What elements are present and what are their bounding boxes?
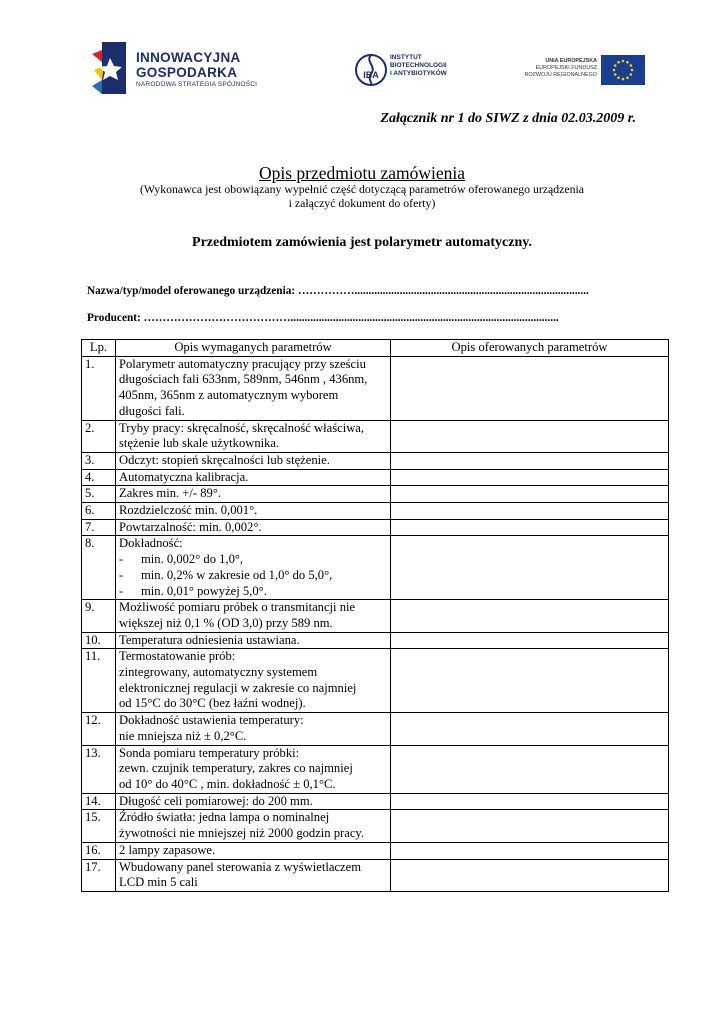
required-parameter xyxy=(116,503,391,520)
row-number: 7. xyxy=(82,519,116,536)
parameter-line: żywotności nie mniejszej niż 2000 godzin pracy. xyxy=(119,826,365,841)
iba-logo xyxy=(355,52,455,88)
parameters-table xyxy=(81,339,669,892)
table-row xyxy=(82,420,669,452)
row-number: 16. xyxy=(82,842,116,859)
required-parameter xyxy=(116,452,391,469)
header-required: Opis wymaganych parametrów xyxy=(116,340,391,357)
row-number: 8. xyxy=(82,536,116,600)
row-number: 9. xyxy=(82,600,116,632)
eu-text-line3: ROZWOJU REGIONALNEGO xyxy=(524,72,597,78)
table-row xyxy=(82,810,669,842)
row-number: 14. xyxy=(82,793,116,810)
parameter-line: Temperatura odniesienia ustawiana. xyxy=(119,632,300,647)
offered-parameter-cell[interactable] xyxy=(391,649,669,713)
parameter-bullet xyxy=(119,568,387,584)
eu-flag-icon xyxy=(601,55,645,85)
bullet-dash: - xyxy=(119,583,124,598)
offered-parameter-cell[interactable] xyxy=(391,469,669,486)
parameter-line: zintegrowany, automatyczny systemem xyxy=(119,665,318,680)
table-row xyxy=(82,859,669,891)
required-parameter xyxy=(116,420,391,452)
parameter-line: Automatyczna kalibracja. xyxy=(119,469,249,484)
required-parameter xyxy=(116,859,391,891)
producer-field-label: Producent: xyxy=(87,312,144,324)
innowacyjna-gospodarka-logo xyxy=(90,40,270,96)
row-number: 6. xyxy=(82,503,116,520)
eu-text-line2: EUROPEJSKI FUNDUSZ xyxy=(535,65,597,71)
document-subtitle xyxy=(0,182,724,210)
required-parameter xyxy=(116,519,391,536)
offered-parameter-cell[interactable] xyxy=(391,503,669,520)
offered-parameter-cell[interactable] xyxy=(391,713,669,745)
table-header-row xyxy=(82,340,669,357)
eu-text-line1: UNIA EUROPEJSKA xyxy=(545,58,597,64)
table-row xyxy=(82,600,669,632)
row-number: 2. xyxy=(82,420,116,452)
model-field-value[interactable]: ……………................................................................................... xyxy=(297,285,589,297)
required-parameter xyxy=(116,745,391,793)
required-parameter xyxy=(116,536,391,600)
row-number: 17. xyxy=(82,859,116,891)
parameter-line: 2 lampy zapasowe. xyxy=(119,842,216,857)
logo-text-innowacyjna: INNOWACYJNA xyxy=(136,50,241,65)
parameter-line: Tryby pracy: skręcalność, skręcalność właściwa, xyxy=(119,420,365,435)
required-parameter xyxy=(116,713,391,745)
required-parameter xyxy=(116,600,391,632)
producer-field-value[interactable]: …………………………………............................................................................................... xyxy=(143,312,559,324)
eu-logo xyxy=(515,54,643,90)
parameter-line: stężenie lub skale użytkownika. xyxy=(119,436,280,451)
parameter-line: Rozdzielczość min. 0,001°. xyxy=(119,503,258,518)
iba-text-line1: INSTYTUT xyxy=(390,54,422,61)
bullet-text: min. 0,002° do 1,0°, xyxy=(141,552,244,567)
iba-text-line3: I ANTYBIOTYKÓW xyxy=(390,70,447,78)
iba-text-line2: BIOTECHNOLOGII xyxy=(390,62,447,70)
parameter-line: Sonda pomiaru temperatury próbki: xyxy=(119,745,300,760)
parameter-bullet xyxy=(119,584,387,600)
header-lp: Lp. xyxy=(82,340,116,357)
parameter-line: Długość celi pomiarowej: do 200 mm. xyxy=(119,793,313,808)
offered-parameter-cell[interactable] xyxy=(391,745,669,793)
row-number: 3. xyxy=(82,452,116,469)
offered-parameter-cell[interactable] xyxy=(391,420,669,452)
parameter-line: elektronicznej regulacji w zakresie co najmniej xyxy=(119,680,357,695)
parameter-line: większej niż 0,1 % (OD 3,0) przy 589 nm. xyxy=(119,615,333,630)
offered-parameter-cell[interactable] xyxy=(391,859,669,891)
row-number: 11. xyxy=(82,649,116,713)
table-row xyxy=(82,745,669,793)
bullet-text: min. 0,2% w zakresie od 1,0° do 5,0°, xyxy=(141,567,333,582)
row-number: 13. xyxy=(82,745,116,793)
document-title: Opis przedmiotu zamówienia xyxy=(258,163,466,183)
required-parameter xyxy=(116,356,391,420)
offered-parameter-cell[interactable] xyxy=(391,356,669,420)
table-row xyxy=(82,486,669,503)
parameter-line: Dokładność ustawienia temperatury: xyxy=(119,713,304,728)
header-offered: Opis oferowanych parametrów xyxy=(391,340,669,357)
model-field-label: Nazwa/typ/model oferowanego urządzenia: xyxy=(87,285,298,297)
required-parameter xyxy=(116,842,391,859)
parameter-line: zewn. czujnik temperatury, zakres co najmniej xyxy=(119,761,353,776)
parameter-line: Powtarzalność: min. 0,002°. xyxy=(119,519,262,534)
subtitle-line-1: (Wykonawca jest obowiązany wypełnić część dotyczącą parametrów oferowanego urządzenia xyxy=(139,182,585,196)
required-parameter xyxy=(116,810,391,842)
table-row xyxy=(82,793,669,810)
offered-parameter-cell[interactable] xyxy=(391,793,669,810)
table-row xyxy=(82,469,669,486)
row-number: 1. xyxy=(82,356,116,420)
iba-mark-text: IBA xyxy=(363,70,379,80)
table-row xyxy=(82,356,669,420)
row-number: 12. xyxy=(82,713,116,745)
parameter-line: Źródło światła: jedna lampa o nominalnej xyxy=(119,810,330,825)
parameter-line: Możliwość pomiaru próbek o transmitancji nie xyxy=(119,600,356,615)
table-row xyxy=(82,713,669,745)
logo-text-gospodarka: GOSPODARKA xyxy=(136,65,238,80)
parameter-line: Odczyt: stopień skręcalności lub stężenie. xyxy=(119,452,330,467)
parameter-line: 405nm, 365nm z automatycznym wyborem xyxy=(119,388,339,403)
table-row xyxy=(82,536,669,600)
required-parameter xyxy=(116,632,391,649)
table-row xyxy=(82,842,669,859)
attachment-label: Załącznik nr 1 do SIWZ z dnia 02.03.2009 r. xyxy=(380,111,636,126)
bullet-text: min. 0,01° powyżej 5,0°. xyxy=(141,583,267,598)
table-row xyxy=(82,632,669,649)
parameter-line: Zakres min. +/- 89°. xyxy=(119,486,222,501)
parameter-line: LCD min 5 cali xyxy=(119,875,198,890)
parameter-line: długości fali. xyxy=(119,403,185,418)
table-row xyxy=(82,649,669,713)
offered-parameter-cell[interactable] xyxy=(391,842,669,859)
table-body xyxy=(82,356,669,891)
offered-parameter-cell[interactable] xyxy=(391,519,669,536)
row-number: 5. xyxy=(82,486,116,503)
model-field xyxy=(87,285,589,297)
order-subject: Przedmiotem zamówienia jest polarymetr automatyczny. xyxy=(192,235,532,250)
parameter-line: Dokładność: xyxy=(119,536,183,551)
required-parameter xyxy=(116,486,391,503)
offered-parameter-cell[interactable] xyxy=(391,810,669,842)
parameter-line: Termostatowanie prób: xyxy=(119,649,236,664)
parameter-line: nie mniejsza niż ± 0,2°C. xyxy=(119,728,247,743)
row-number: 4. xyxy=(82,469,116,486)
required-parameter xyxy=(116,793,391,810)
bullet-dash: - xyxy=(119,567,124,582)
subtitle-line-2: i załączyć dokument do oferty) xyxy=(288,196,436,210)
parameter-line: długościach fali 633nm, 589nm, 546nm , 436nm, xyxy=(119,372,368,387)
parameter-line: od 10° do 40°C , min. dokładność ± 0,1°C. xyxy=(119,776,336,791)
bullet-dash: - xyxy=(119,552,124,567)
offered-parameter-cell[interactable] xyxy=(391,600,669,632)
producer-field xyxy=(87,312,559,324)
logo-text-strategia: NARODOWA STRATEGIA SPÓJNOŚCI xyxy=(136,81,258,88)
offered-parameter-cell[interactable] xyxy=(391,452,669,469)
parameter-line: od 15°C do 30°C (bez łaźni wodnej). xyxy=(119,696,306,711)
innowacyjna-gospodarka-mark-icon xyxy=(90,40,130,96)
parameter-bullet xyxy=(119,552,387,568)
offered-parameter-cell[interactable] xyxy=(391,632,669,649)
row-number: 15. xyxy=(82,810,116,842)
table-row xyxy=(82,519,669,536)
iba-mark-icon xyxy=(355,52,387,88)
row-number: 10. xyxy=(82,632,116,649)
parameter-line: Polarymetr automatyczny pracujący przy sześciu xyxy=(119,356,366,371)
required-parameter xyxy=(116,649,391,713)
parameter-line: Wbudowany panel sterowania z wyświetlaczem xyxy=(119,859,361,874)
table-row xyxy=(82,452,669,469)
required-parameter xyxy=(116,469,391,486)
offered-parameter-cell[interactable] xyxy=(391,486,669,503)
table-row xyxy=(82,503,669,520)
offered-parameter-cell[interactable] xyxy=(391,536,669,600)
